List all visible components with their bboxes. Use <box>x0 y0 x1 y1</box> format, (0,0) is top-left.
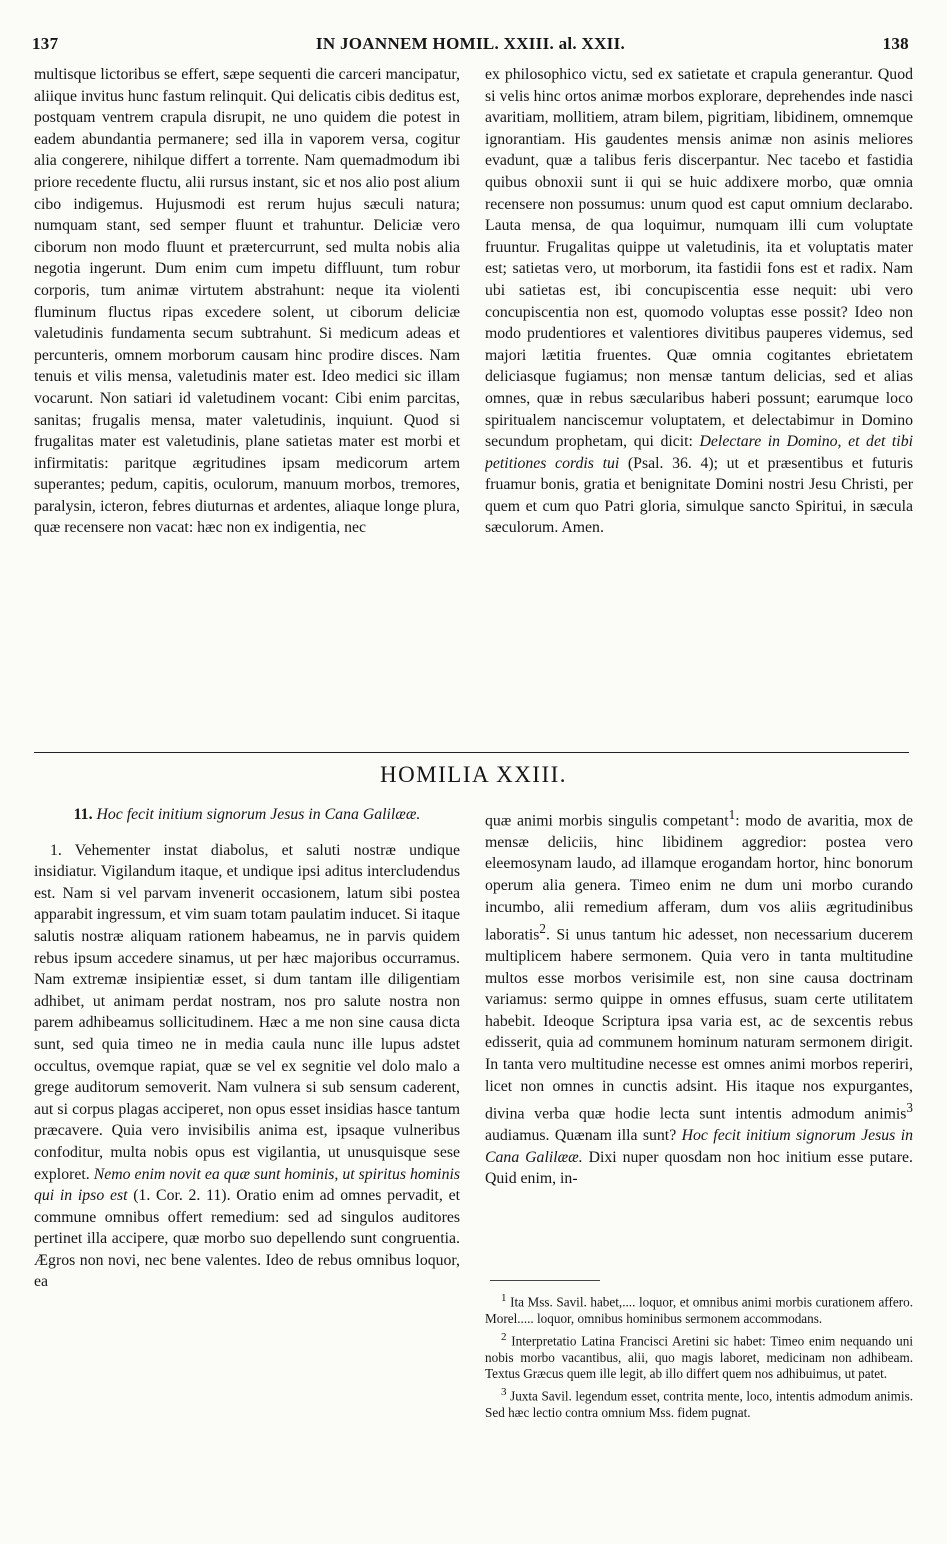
scripture-quote: Hoc fecit initium signorum Jesus in Cana Galilææ. <box>485 1127 913 1166</box>
page-number-right: 138 <box>882 34 909 53</box>
scripture-reference: (Psal. 36. 4) <box>627 454 714 472</box>
text-run: . Si unus tantum hic adesset, non necessarium ducerem multiplicem habere sermonem. Quia vero in tanta multitudine multos esse morbos verisimile est, non sine causa doctrinam variamus: sermo quippe in omnes effusus, suam certe utilitatem habebit. Ideoque Scriptura ipsa varia est, ac de sexcentis rebus edisserit, quia ad communem hominum naturam sermonem dirigit. In tanta vero multitudine necesse est omnes animi morbos reperiri, licet non omnes in cunctis adsint. His itaque nos expurgantes, divina verba quæ hodie lecta sunt intentis admodum animis <box>485 926 913 1123</box>
text-run: quæ animi morbis singulis competant <box>485 812 729 830</box>
scripture-reference: (1. Cor. 2. 11) <box>133 1187 227 1205</box>
scripture-quote: Delectare in Domino, et det tibi petitiones cordis tui <box>485 433 913 472</box>
footnote <box>485 1290 913 1328</box>
text-run: : modo de avaritia, mox de mensæ deliciis, hinc libidinem aggredior: postea vero eleemosynam laudo, ad illamque erogandam hortor, hinc bonorum operum alia genera. Timeo enim ne dum uni morbo curando incumbo, alii remedium afferam, dum vos aliis ægritudinibus laboratis <box>485 812 913 944</box>
section-divider <box>34 752 909 753</box>
paragraph <box>485 804 913 1190</box>
verse-number: 11. <box>73 806 93 823</box>
paragraph <box>34 840 460 1293</box>
footnote-number: 3 <box>501 1385 507 1398</box>
footnote <box>485 1329 913 1383</box>
right-column-top <box>485 64 913 748</box>
left-column-top <box>34 64 460 748</box>
paragraph: multisque lictoribus se effert, sæpe sequenti die carceri mancipatur, aliique invitus hunc fastum relinquit. Qui delicatis cibis deditus est, postquam ventrem crapula disrupit, ne uno quidem die potest in eadem abundantia permanere; sed illa in vaporem versa, cogitur alia congerere, nihilque differt a torrente. Nam quemadmodum ibi priore recedente fluctu, alii rursus instant, sic et nos alio post alium cibo indigemus. Hujusmodi est rerum hujus sæculi natura; numquam stant, sed semper fluunt et trahuntur. Deliciæ vero ciborum non modo fluunt et prætercurrunt, sed multa nobis alia negotia ingerunt. Dum enim cum impetu diffluunt, tum robur corporis, tum animæ virtutem abstrahunt: neque ita violenti fluminum fluctus ripas excedere solent, ut ciborum deliciæ valetudinis fundamenta secum subtrahunt. Si medicum adeas et percunteris, omnem morborum causam hinc prodire disces. Nam tenuis et vilis mensa, valetudinis mater est. Ideo medici sic illam vocarunt. Non satiari id valetudinem vocant: Cibi enim parcitas, sanitas; frugalis mensa, mater valetudinis, inquiunt. Quod si frugalitas mater est valetudinis, plane satietas mater est morbi et infirmitatis: paritque ægritudines ipsam medicorum artem superantes; pedum, capitis, oculorum, manuum morbos, tremores, paralysin, icteron, febres diuturnas et ardentes, aliaque longe plura, quæ recensere non vacat: hæc non ex indigentia, nec <box>34 66 460 537</box>
footnote-text: Ita Mss. Savil. habet,.... loquor, et omnibus animi morbis curationem affero. Morel..... loquor, omnibus hominibus sermonem accommodans. <box>485 1294 913 1326</box>
text-run: audiamus. Quænam illa sunt? <box>485 1127 677 1145</box>
left-column-bottom <box>34 804 460 1494</box>
footnote-marker[interactable]: 3 <box>906 1100 913 1116</box>
footnotes-divider <box>490 1280 600 1281</box>
verse-text: Hoc fecit initium signorum Jesus in Cana Galilææ. <box>96 806 421 823</box>
text-run: 1. Vehementer instat diabolus, et saluti nostræ undique insidiatur. Vigilandum itaque, et undique ipsi aditus intercludendus est. Nam si vel parvam invenerit occasionem, latum sibi postea apparabit ingressum, et vim suam totam paulatim inducet. Si itaque salutis nostræ aliquam rationem habeamus, ne in parvis quidem rebus ipsum accedere sinamus, ut per hæc majoribus occurramus. Nam extremæ insipientiæ esset, si dum tantam ille diligentiam adhibet, ut animam perdat nostram, nos pro salute nostra non parem adhibeamus sollicitudinem. Hæc a me non sine causa dicta sunt, sed quia timeo ne in media caula nunc ille lupus adstet occultus, ovemque rapiat, quæ se vel ex segnitie vel dolo malo a grege auditorum semoverit. Nam vulnera si sub sensum caderent, aut si corpus plagas acciperet, non opus esset insidias hasce tantum præcavere. Quia vero invisibilis anima est, ipsaque vulneribus confoditur, multa nobis opus est vigilantia, ut unusquisque sese exploret. <box>34 841 460 1183</box>
footnote <box>485 1384 913 1422</box>
paragraph <box>485 64 913 539</box>
verse-heading <box>34 804 460 826</box>
homily-title: HOMILIA XXIII. <box>379 762 568 787</box>
running-head <box>32 34 909 56</box>
footnote-text: Interpretatio Latina Francisci Aretini sic habet: Timeo enim nequando uni nobis morbo vacantibus, alii, quo magis laboret, medicinam non adhibeam. Textus Græcus quem ille legit, ab illo differt quem nos adhibuimus, ut patet. <box>485 1332 914 1382</box>
footnote-number: 1 <box>501 1292 507 1304</box>
right-column-bottom <box>485 804 913 1274</box>
text-run: . Oratio enim ad omnes pervadit, et commune omnibus offert remedium: sed ad singulos auditores pertinet illa accipere, quæ morbo suo depellendo sunt congruentia. Ægros non novi, nec bene valentes. Ideo de rebus omnibus loquor, ea <box>34 1187 460 1291</box>
text-run: ; ut et præsentibus et futuris fruamur bonis, gratia et benignitate Domini nostri Jesu Christi, per quem et cum quo Patri gloria, simulque sancto Spiritui, in sæcula sæculorum. Amen. <box>485 454 913 537</box>
page-number-left: 137 <box>32 34 59 53</box>
footnote-number: 2 <box>501 1330 507 1343</box>
text-run: ex philosophico victu, sed ex satietate et crapula generantur. Quod si velis hinc ortos animæ morbos explorare, deprehendes inde nasci avaritiam, mollitiem, atram bilem, pigritiam, libidinem, omnemque ignorantiam. His gaudentes mensis animæ non asinis meliores evadunt, quæ a talibus feris discerpantur. Nec tacebo et fastidia quibus obnoxii sunt ii qui se huic addixere morbo, quæ omnia recensere non possumus: unum quod est caput omnium declarabo. Lauta mensa, de qua loquimur, numquam illi cum voluptate fruuntur. Frugalitas quippe ut valetudinis, ita et voluptatis mater est; satietas vero, ut morborum, ita fastidii fons est et radix. Nam ubi satietas est, ibi concupiscentia esse nequit: ubi vero concupiscentia non est, quomodo voluptas esse possit? Ideo non modo prudentiores et valentiores divitibus pauperes videmus, sed majori lætitia fruentes. Quæ omnia cogitantes ebrietatem deliciasque fugiamus; non mensæ tantum delicias, sed et alias omnes, quæ in rebus sæcularibus haberi possunt; earumque loco spiritualem nanciscemur voluptatem, et delectabimur in Domino secundum prophetam, qui dicit: <box>485 66 913 451</box>
footnote-marker[interactable]: 2 <box>539 921 546 937</box>
scripture-quote: Nemo enim novit ea quæ sunt hominis, ut spiritus hominis qui in ipso est <box>34 1165 460 1205</box>
text-run: Dixi nuper quosdam non hoc initium esse putare. Quid enim, in- <box>485 1148 913 1188</box>
footnote-text: Juxta Savil. legendum esset, contrita mente, loco, intentis admodum animis. Sed hæc lectio contra omnium Mss. fidem pugnat. <box>485 1388 914 1420</box>
running-title: IN JOANNEM HOMIL. XXIII. al. XXII. <box>315 34 626 53</box>
footnotes <box>485 1290 913 1422</box>
footnote-marker[interactable]: 1 <box>728 807 736 822</box>
